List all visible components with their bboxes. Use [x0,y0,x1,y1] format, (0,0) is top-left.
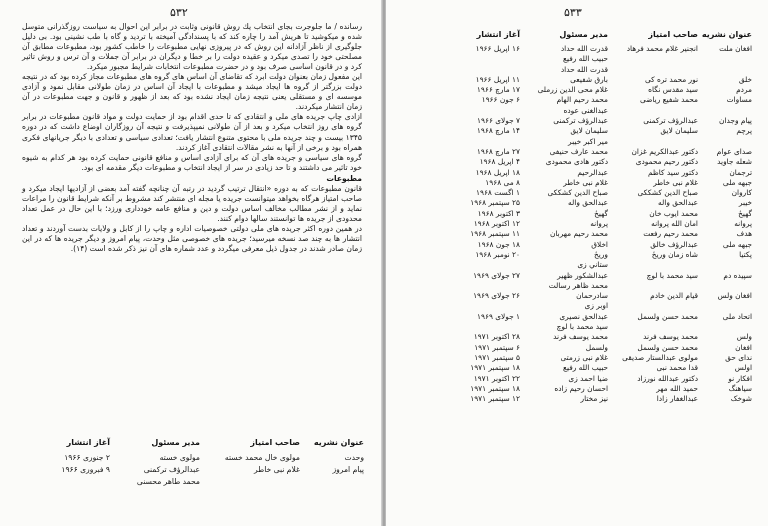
cell-title: گهیځ [738,208,752,218]
cell-title: اتحاد ملی [722,311,752,321]
table-row [394,44,752,54]
cell-editor: عبدالرحیم [577,167,608,177]
cell-title: وحدت [344,453,364,462]
cell-owner: دکتور سید کاظم [648,167,698,177]
cell-editor: قدرت الله حداد [560,64,608,74]
cell-owner [608,301,698,311]
cell-editor: محمد طاهر محسنی [136,477,200,486]
paragraph: ازادی چاپ جریده های ملی و انتقادی که تا حدی اقدام بود از حمایت دولت و مواد قانون مطبوعات در برابر گروه های روز انتخاب میکرد و بعد از آن طولانی نمیپذیرفت و نتیجه آن روزگاران اوضاع داشت که در دوره ۱۳۴۵ بیست و چند جریده ملی با محتوی متنوع انتشار یافت؛ تعدادی سیاسی و تعدادی با دیگر جریانهای فکری همراه بود و برخی از آنها به نشر مقالات انتقادی آغاز کردند. [22,112,362,152]
cell-editor: اوبر زی [584,301,608,311]
cell-title [698,106,752,116]
table-row [394,106,752,116]
table-row [394,271,752,281]
cell-title: افغان ولس [717,291,752,301]
table-row [394,54,752,64]
table-row [394,312,752,322]
header-start: آغاز انتشار [66,438,110,447]
cell-title [698,281,752,291]
cell-editor: محمد یوسف فرند [553,332,608,342]
cell-owner: محمد یوسف فرند [643,332,698,342]
cell-owner: عبدالحق واله [658,198,698,208]
cell-date: ۱۸ جون ۱۹۶۸ [477,239,520,249]
paragraph: در همین دوره اکثر جریده های ملی دولتی خصوصیات اداره و چاپ را از کابل و ولایات بدست آوردند و تعداد انتشار ها به چند صد نسخه میرسید؛ جریده های خصوصی مثل وحدت، پیام امروز و دیگر جریده ها که در این زمان صادر شدند در جدول ذیل معرفی میگردد و عدد شماره های آن نیز ذکر شده است (۱۴). [22,223,362,254]
cell-editor: غلام محی الدین زرملی [537,85,608,95]
table-row [394,116,752,126]
page-number-left: ۵۳۲ [170,6,188,19]
cell-owner: سلیمان لایق [660,126,698,136]
cell-date [462,65,520,75]
paragraph: این مفعول زمان بعنوان دولت ابرد که تقاضای آن اساس های گروه های مطبوعات مجاز کرده بود که در نتیجه دولت بزرگتر از گروه ها ایجاد میشد و مطبوعات با ایجاد آن اساس در زمان طولانی مقابل نمود و آزادی موسسه ای و مستقلی یعنی نتیجه زمان ایجاد نشده بود که بعد از ظهور و قانون و جهت مطبوعات در آن زمان انتشار میکردند. [22,72,362,112]
cell-title: افغان [735,342,752,352]
table-row [394,394,752,404]
cell-editor: سید محمد با لوچ [556,322,608,332]
cell-editor: ستاني زی [577,260,608,270]
header-title: عنوان نشریه [313,438,364,447]
table-row [394,332,752,342]
cell-owner: محمد حسن ولسمل [637,342,698,352]
cell-title: پیام امروز [332,465,364,474]
cell-owner: شاه زمان وریځ [651,249,698,259]
cell-title: پرچم [736,126,752,136]
cell-date: ۲۰ نومبر ۱۹۶۸ [475,249,520,259]
cell-date: ۱۲ سپتمبر ۱۹۷۱ [470,394,520,404]
header-title: عنوان نشریه [701,30,752,39]
cell-editor: قدرت الله حداد [560,44,608,53]
cell-date: ۴ اپریل ۱۹۶۸ [479,157,520,167]
table-row [394,75,752,85]
table-left [18,452,364,488]
cell-date: ۲۷ جولای ۱۹۶۹ [473,270,520,280]
cell-editor: بارق شفیعی [570,74,608,84]
table-row [394,95,752,105]
cell-date [462,322,520,332]
cell-owner: غلام نبی خاطر [253,465,300,474]
cell-editor: غلام نبی خاطر [563,177,608,187]
cell-date [462,281,520,291]
table-row [18,452,364,464]
cell-editor: عبدالحق واله [568,198,608,208]
table-row [394,198,752,208]
cell-owner: غلام نبی خاطر [653,177,698,187]
cell-editor: عبدالغنی عوده [563,105,608,115]
table-row [394,178,752,188]
cell-date: ۱۱ اپریل ۱۹۶۶ [475,74,520,84]
cell-title [698,322,752,332]
cell-owner: عبدالرؤف ترکمنی [643,116,698,126]
cell-owner [608,65,698,75]
cell-owner: عبدالغفار زادا [656,394,698,404]
table-row [394,281,752,291]
cell-date: ۱۶ اپریل ۱۹۶۶ [475,44,520,53]
cell-title: مساوات [726,95,752,105]
cell-owner: دکتور عبدالکریم غزان [631,146,698,156]
cell-title: ترجمان [729,167,752,177]
table-row [394,240,752,250]
cell-editor: عبدالرؤف ترکمنی [553,116,608,126]
cell-owner: محمد شفیع ریاضی [640,95,698,105]
cell-owner [608,281,698,291]
table-row [394,168,752,178]
cell-date [462,301,520,311]
cell-editor: سلیمان لایق [570,126,608,136]
table-row [394,343,752,353]
cell-date: ۲۲ اکتوبر ۱۹۷۱ [473,373,520,383]
cell-date: ۱۱ سپتمبر ۱۹۶۸ [470,229,520,239]
cell-owner [608,54,698,64]
cell-title: ندای حق [725,352,752,362]
paragraph: قانون مطبوعات که به دوره «انتقال ترتیب گردید در رتبه آن چنانچه گفته آمد بعضی از آزادیها ایجاد میکرد و صاحب امتیاز هرگاه بخواهد میتوانست جریده یا مجله ای منتشر کند مشروط بر آنکه شرایط قانون را مراعات نماید و از نشر مطالب مخالف اساس دولت و دین و منافع عامه خودداری ورزد؛ با این حال در عمل تعداد محدودی از جریده ها توانستند سالها دوام کنند. [22,183,362,223]
table-row [394,384,752,394]
cell-title: پکتیا [739,249,752,259]
cell-date: ۷ جولای ۱۹۶۶ [477,116,520,126]
cell-date: ۲۸ اکتوبر ۱۹۷۱ [473,332,520,342]
cell-editor: عبدالشکور ظهیر [557,270,608,280]
table-row [18,476,364,488]
cell-date: ۲۵ سپتمبر ۱۹۶۸ [470,198,520,208]
prose-block [22,22,362,254]
cell-owner [608,322,698,332]
cell-title: پیام وجدان [719,116,752,126]
cell-editor: محمد ظاهر رسالت [548,280,608,290]
table-header-right [394,30,752,39]
cell-date [462,106,520,116]
cell-editor: حبیب الله رفیع [563,363,608,373]
cell-title: سپیده دم [723,270,752,280]
cell-title: خلق [738,74,752,84]
table-row [394,65,752,75]
cell-date [18,476,110,488]
cell-date: ۲۶ جولای ۱۹۶۹ [473,291,520,301]
cell-owner [608,106,698,116]
cell-title: ولس [736,332,752,342]
cell-date: ۱۴ مارچ ۱۹۶۸ [476,126,520,136]
section-heading: مطبوعات [326,173,362,183]
cell-editor: پروانه [590,219,608,229]
cell-title: جبهه ملی [722,239,752,249]
cell-title: مردم [736,85,752,95]
cell-editor: محمد رحیم الهام [556,95,608,105]
left-page [0,0,382,526]
cell-title: صدای عوام [716,146,752,156]
cell-owner: سید مقدس نگاه [648,85,698,95]
cell-title: خیبر [738,198,752,208]
table-row [394,209,752,219]
table-row [394,374,752,384]
cell-date: ۳ اکتوبر ۱۹۶۸ [477,208,520,218]
cell-editor: دکتور هادی محمودی [545,157,608,167]
cell-editor: گهیځ [594,208,608,218]
table-row [18,464,364,476]
cell-date: ۱ جولای ۱۹۶۹ [477,311,520,321]
cell-editor: اخلاق [591,239,608,249]
table-row [394,229,752,239]
cell-owner [200,476,300,488]
cell-owner: محمد حسن ولسمل [637,311,698,321]
cell-title: کاروان [731,188,752,198]
cell-title [698,65,752,75]
cell-editor: عبدالرؤف ترکمنی [143,465,200,474]
header-owner: صاحب امتیاز [648,30,698,39]
cell-title: افکار نو [728,373,752,383]
cell-editor: میر اکبر خیبر [568,136,608,146]
cell-date: ۲۷ مارچ ۱۹۶۸ [476,146,520,156]
cell-owner: صباح الدین کشککی [637,188,698,198]
cell-date [462,260,520,270]
table-row [394,126,752,136]
cell-owner: نور محمد تره کی [644,74,698,84]
cell-date: ۵ سپتمبر ۱۹۷۱ [474,352,520,362]
cell-editor: محمد رحیم مهربان [549,229,608,239]
cell-title: جبهه ملی [722,177,752,187]
cell-title: پروانه [734,219,752,229]
cell-date: ۶ جون ۱۹۶۶ [481,95,520,105]
cell-date: ۶ سپتمبر ۱۹۷۱ [474,342,520,352]
cell-owner: محمد رحیم رفعت [643,229,698,239]
cell-date: ۱۸ اپریل ۱۹۶۸ [475,167,520,177]
cell-editor: عبدالحق نصیری [559,311,608,321]
cell-owner: امان الله پروانه [651,219,698,229]
header-owner: صاحب امتیاز [250,438,300,447]
cell-editor: محمد عارف حنیفی [549,146,608,156]
cell-editor: ضیا احمد زی [568,373,608,383]
table-row [394,260,752,270]
cell-editor: مولوی خسته [159,453,200,462]
cell-title: افغان ملت [719,44,752,53]
right-page [386,0,768,526]
cell-owner: محمد ایوب خان [649,208,698,218]
cell-owner: مولوی خال محمد خسته [224,453,300,462]
table-row [394,301,752,311]
cell-date: ۱۸ سپتمبر ۱۹۷۱ [470,363,520,373]
header-start: آغاز انتشار [476,30,520,39]
cell-owner: سید محمد با لوچ [646,270,698,280]
publications-table [394,44,752,404]
cell-editor: صباح الدین کشککی [547,188,608,198]
table-row [394,353,752,363]
header-editor: مدیر مسئول [151,438,200,447]
paragraph: گروه های سیاسی و جریده های آن که برای آزادی اساس و منافع قانونی حمایت کرده بود هر کدام به شیوه خود تاثیر می داشتند و تا حد زیادی در سر از ایجاد انتخاب و مطبوعات دیگر مقدمه ای بود. [22,152,362,172]
table-row [394,363,752,373]
cell-date: ۲ جنوری ۱۹۶۶ [64,453,110,462]
header-editor: مدیر مسئول [559,30,608,39]
cell-owner [608,260,698,270]
table-row [394,157,752,167]
cell-date: ۱۷ مارچ ۱۹۶۶ [476,85,520,95]
table-row [394,137,752,147]
cell-date [462,54,520,64]
cell-owner: دکتور عبدالله نورزاد [637,373,698,383]
cell-editor: وریځ [594,249,608,259]
cell-title [300,476,364,488]
cell-owner: حمید الله مهر [656,383,698,393]
table-row [394,322,752,332]
cell-editor: احسان رحیم زاده [554,383,608,393]
cell-owner: دکتور رحیم محمودی [635,157,698,167]
cell-date [462,137,520,147]
cell-owner: قیام الدین خادم [650,291,698,301]
cell-title [698,137,752,147]
cell-title: سیاهنگ [728,383,752,393]
table-row [394,250,752,260]
cell-owner: مولوی عبدالستار صدیقی [622,352,698,362]
table-row [394,219,752,229]
cell-date: ۱۲ اکتوبر ۱۹۶۸ [473,219,520,229]
cell-title: شعله جاوید [717,157,752,167]
cell-owner: انجنیر غلام محمد فرهاد [626,44,698,53]
table-row [394,188,752,198]
cell-title: شوخک [730,394,752,404]
cell-title [698,260,752,270]
cell-date: ۱ اگست ۱۹۶۸ [476,188,520,198]
cell-editor: سادرحمان [576,291,608,301]
cell-title [698,301,752,311]
cell-editor: ولسمل [585,342,608,352]
cell-owner [608,137,698,147]
cell-date: ۸ می ۱۹۶۸ [485,177,520,187]
table-header-left [18,438,364,447]
cell-editor: نیز مختار [580,394,608,404]
page-number-right: ۵۳۳ [564,6,582,19]
cell-editor: حبیب الله رفیع [563,54,608,64]
cell-date: ۹ فبروری ۱۹۶۶ [61,465,110,474]
cell-title: اولس [734,363,752,373]
cell-title [698,54,752,64]
table-row [394,291,752,301]
cell-editor: غلام نبی زرمتی [560,352,608,362]
table-row [394,85,752,95]
paragraph: رسانده / ما جلوجرت بجای انتخاب یك روش قانونی وثابت در برابر این احوال به سیاست روزگذرانی متوسل شده و میکوشید تا هریش آمد را چاره کند که با پسندادگی آمیخته با تردید و گاه با طب نشینی بود. بی دلیل جلوگیری از ناظر آزادانه این روش که در پیروزی نهایی مطبوعات را خاطب کشور بود، مطبوعات مطابق آن مصلحتی خود را تصدی میکرد و عقیده دولت را بر خطا و دیگران در برابر آن جملات و آن ترس و روش تاثیر کرد و در قانون اساسی صرف بود و در حضرت مطبوعات انتخابات شرایط مجبور میکرد. [22,22,362,72]
cell-title: هدف [736,229,752,239]
table-row [394,147,752,157]
cell-date: ۱۸ سپتمبر ۱۹۷۱ [470,383,520,393]
cell-owner: قدا محمد نبی [656,363,698,373]
cell-owner: عبدالرؤف خالق [650,239,698,249]
